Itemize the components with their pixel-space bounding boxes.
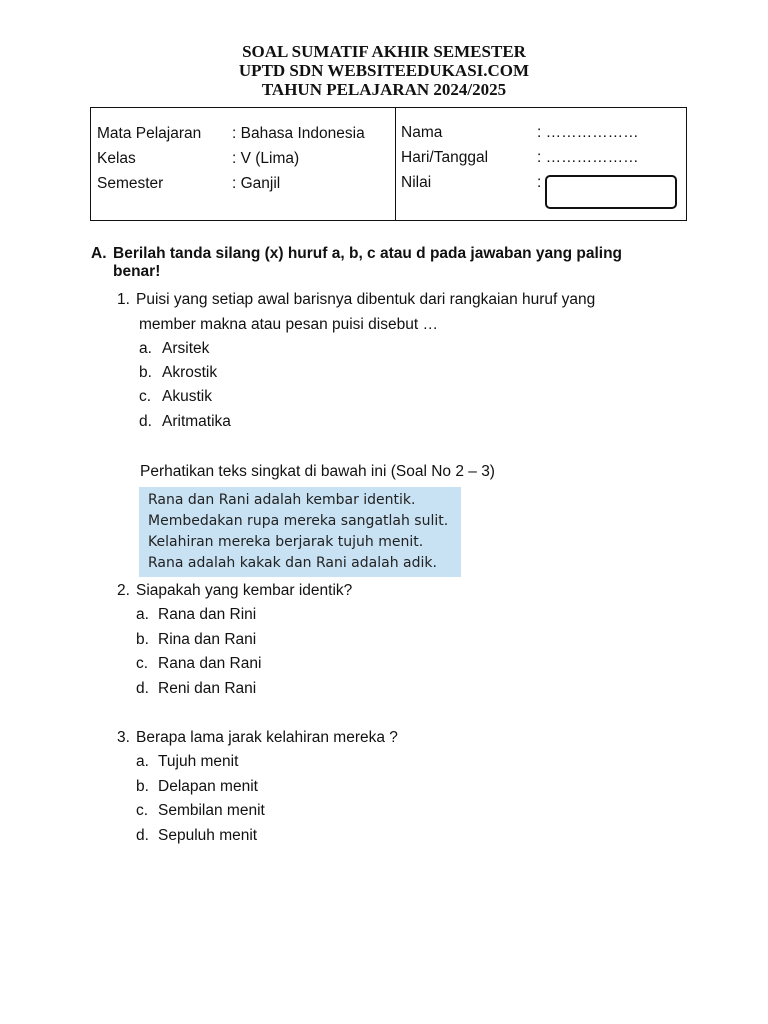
semester-value: : Ganjil: [232, 175, 281, 192]
class-value: : V (Lima): [232, 150, 300, 167]
subject-value: : Bahasa Indonesia: [232, 125, 365, 142]
date-field[interactable]: : ………………: [537, 149, 639, 166]
option-text: Sepuluh menit: [158, 827, 258, 844]
question-text: Puisi yang setiap awal barisnya dibentuk dari rangkaian huruf yang: [136, 291, 596, 308]
header-title: SOAL SUMATIF AKHIR SEMESTER: [242, 42, 526, 61]
option-text: Sembilan menit: [158, 802, 265, 819]
option-text: Akustik: [162, 388, 212, 405]
section-instruction-text: Berilah tanda silang (x) huruf a, b, c atau d pada jawaban yang paling benar!: [113, 245, 623, 280]
name-field[interactable]: : ………………: [537, 124, 639, 141]
option-text: Arsitek: [162, 340, 210, 357]
option-text: Tujuh menit: [158, 753, 239, 770]
option-text: Akrostik: [162, 364, 218, 381]
subject-label: Mata Pelajaran: [97, 125, 202, 142]
header-school: UPTD SDN WEBSITEEDUKASI.COM: [238, 61, 530, 80]
semester-label: Semester: [97, 175, 164, 192]
name-label: Nama: [401, 124, 443, 141]
class-label: Kelas: [97, 150, 136, 167]
option-text: Rana dan Rini: [158, 606, 257, 623]
passage-box: [139, 487, 461, 577]
student-info-box: [90, 107, 687, 221]
date-label: Hari/Tanggal: [401, 149, 489, 166]
question-number: 1.: [117, 291, 130, 308]
option-letter[interactable]: b.: [139, 364, 152, 381]
header-year: TAHUN PELAJARAN 2024/2025: [261, 80, 507, 99]
passage-line: Rana adalah kakak dan Rani adalah adik.: [148, 555, 437, 571]
option-letter[interactable]: b.: [136, 631, 149, 648]
score-colon: :: [537, 174, 542, 191]
option-letter[interactable]: d.: [136, 827, 149, 844]
question-text: Siapakah yang kembar identik?: [136, 582, 353, 599]
passage-line: Rana dan Rani adalah kembar identik.: [148, 492, 416, 508]
option-letter[interactable]: a.: [136, 753, 149, 770]
info-divider: [395, 108, 396, 220]
passage-line: Membedakan rupa mereka sangatlah sulit.: [148, 513, 449, 529]
option-letter[interactable]: d.: [136, 680, 149, 697]
question-number: 2.: [117, 582, 130, 599]
score-box[interactable]: [545, 175, 677, 209]
exam-header: [0, 42, 768, 99]
section-number: A.: [91, 245, 107, 262]
option-letter[interactable]: b.: [136, 778, 149, 795]
option-letter[interactable]: a.: [136, 606, 149, 623]
passage-line: Kelahiran mereka berjarak tujuh menit.: [148, 534, 424, 550]
option-letter[interactable]: c.: [136, 802, 149, 819]
option-text: Rina dan Rani: [158, 631, 257, 648]
option-text: Delapan menit: [158, 778, 258, 795]
score-label: Nilai: [401, 174, 432, 191]
option-text: Aritmatika: [162, 413, 231, 430]
passage-intro: Perhatikan teks singkat di bawah ini (Soal No 2 – 3): [140, 463, 495, 480]
question-text-cont: member makna atau pesan puisi disebut …: [139, 316, 438, 333]
option-letter[interactable]: c.: [136, 655, 149, 672]
option-text: Reni dan Rani: [158, 680, 257, 697]
question-text: Berapa lama jarak kelahiran mereka ?: [136, 729, 398, 746]
option-text: Rana dan Rani: [158, 655, 262, 672]
option-letter[interactable]: a.: [139, 340, 152, 357]
option-letter[interactable]: c.: [139, 388, 152, 405]
question-number: 3.: [117, 729, 130, 746]
option-letter[interactable]: d.: [139, 413, 152, 430]
